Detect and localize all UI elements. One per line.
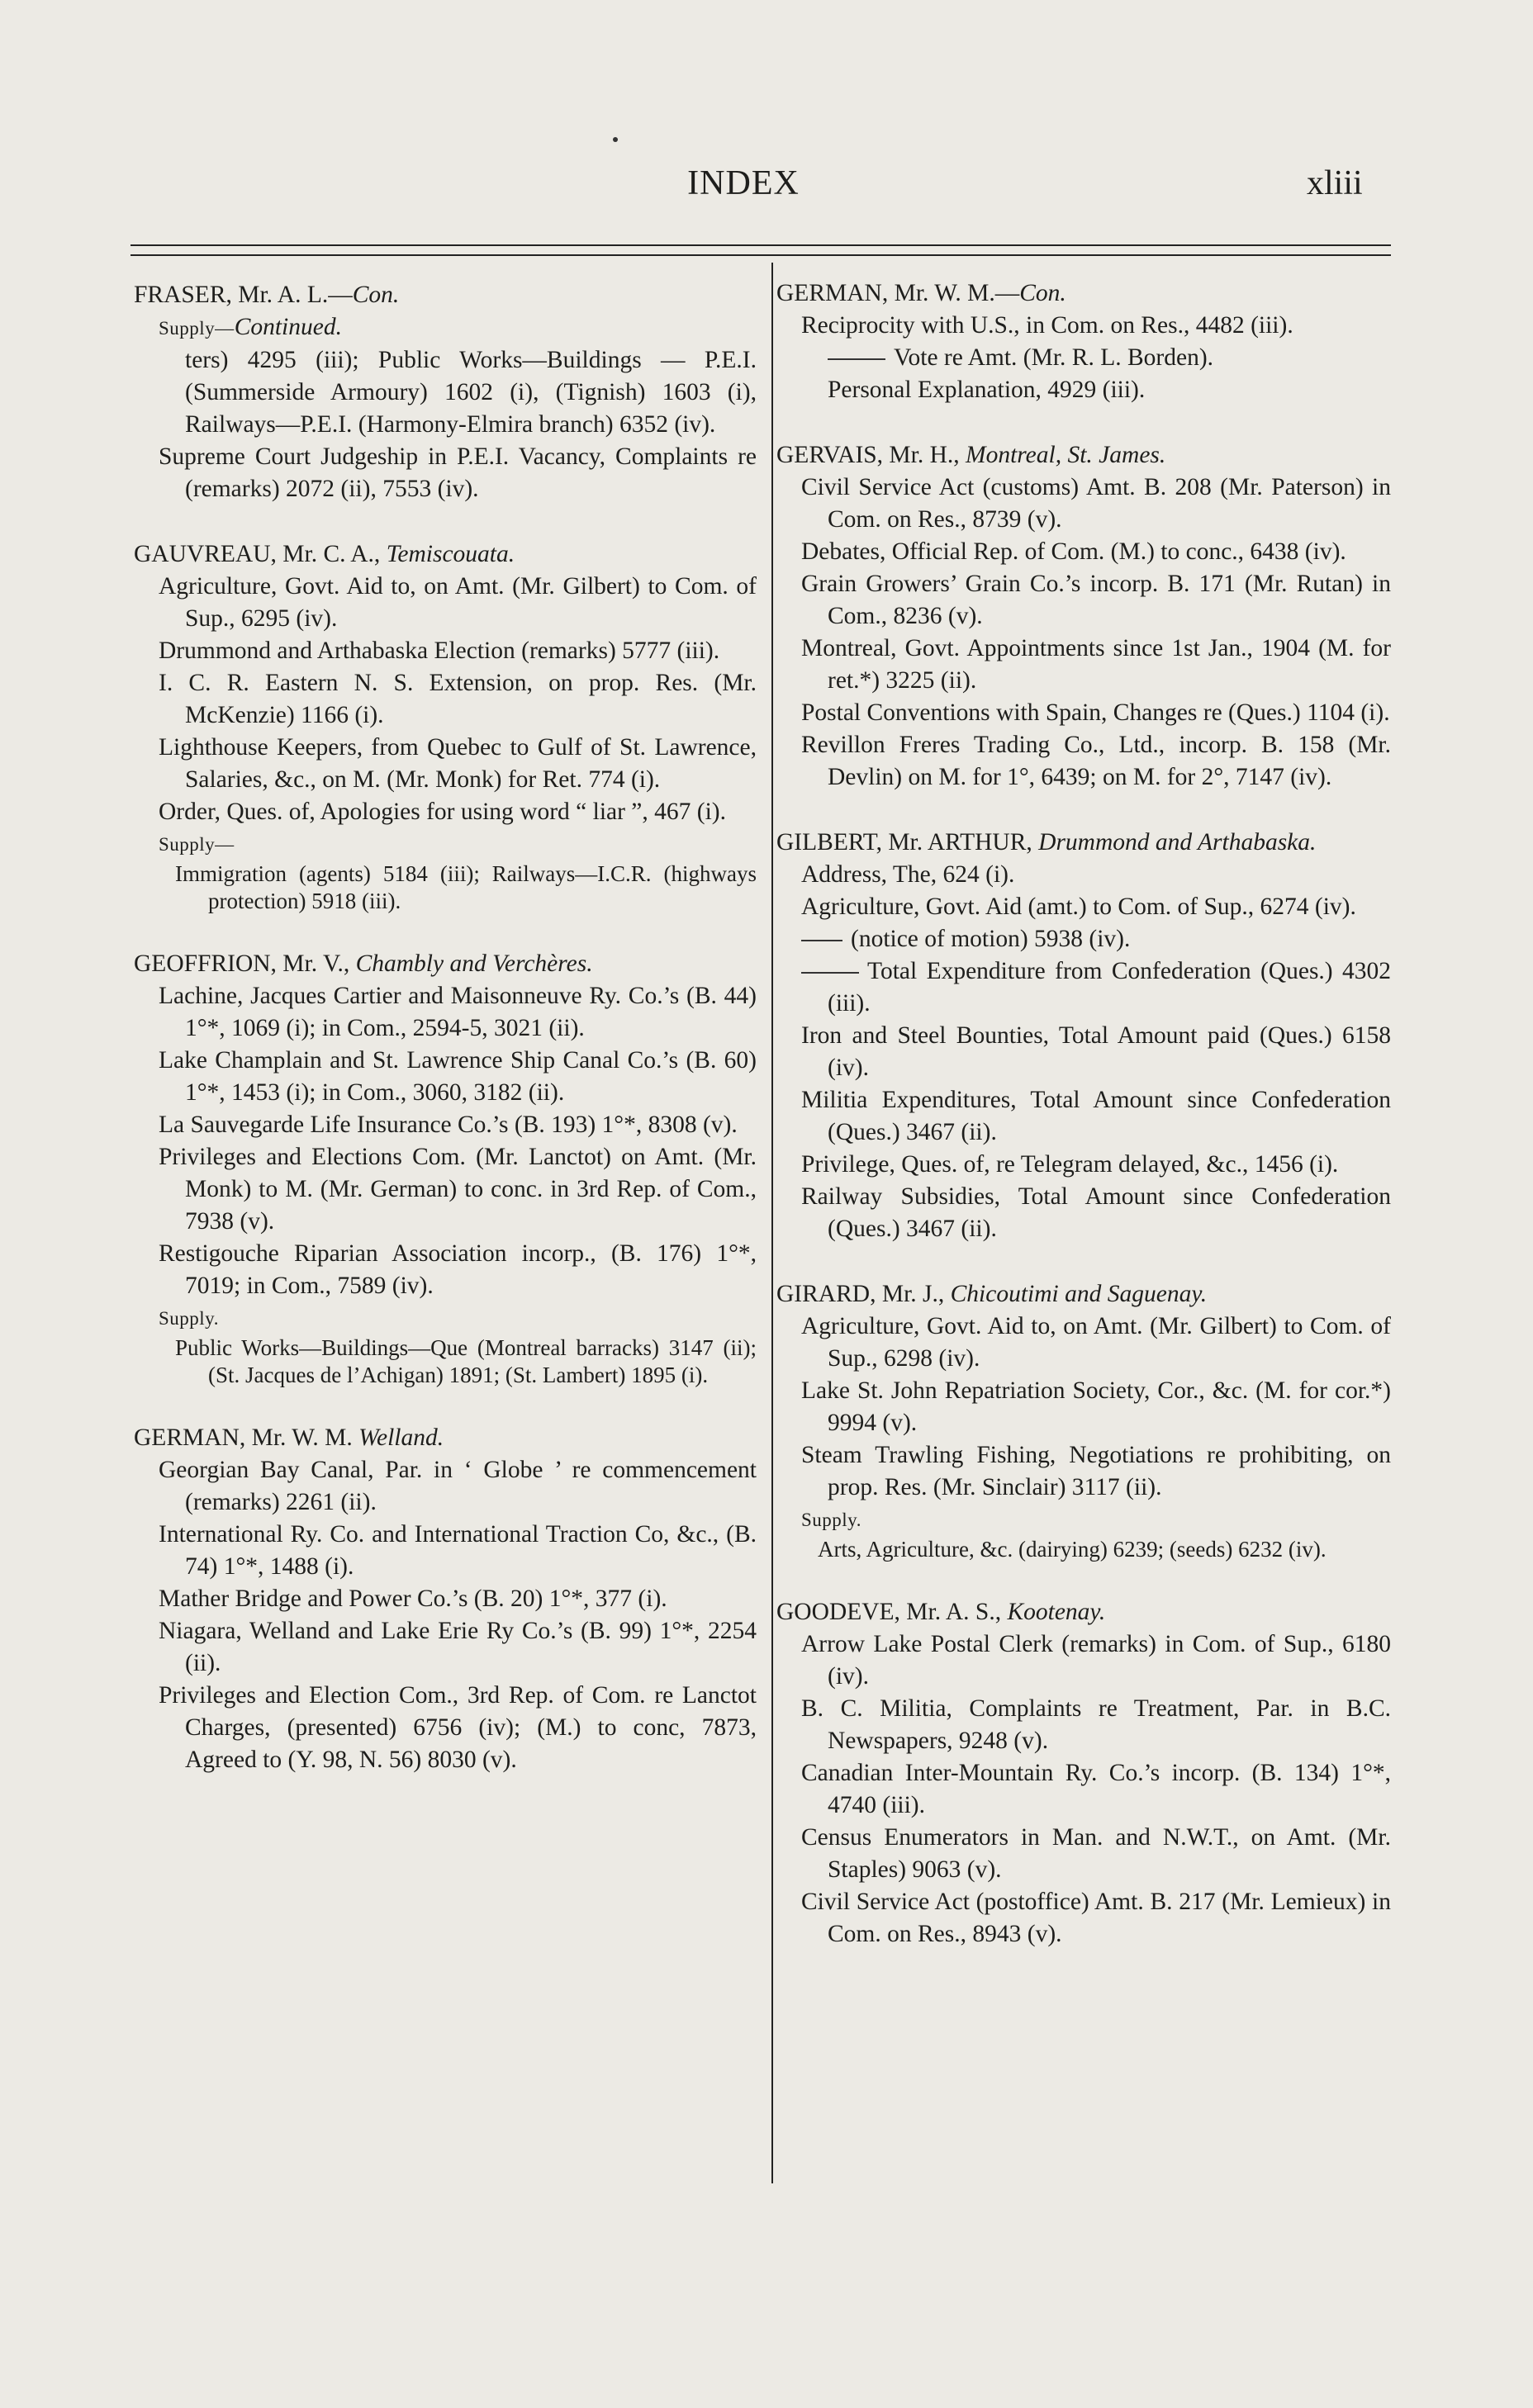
entry-item: I. C. R. Eastern N. S. Extension, on prop. Res. (Mr. McKenzie) 1166 (i). <box>159 670 757 728</box>
entry-item: Reciprocity with U.S., in Com. on Res., 4482 (iii). <box>801 312 1293 339</box>
entry-item: Railway Subsidies, Total Amount since Confederation (Ques.) 3467 (ii). <box>801 1183 1391 1242</box>
ditto-dash <box>828 358 885 360</box>
entry-item: Militia Expenditures, Total Amount since Confederation (Ques.) 3467 (ii). <box>801 1087 1391 1145</box>
entry-heading: GIRARD, Mr. J., Chicoutimi and Saguenay. <box>776 1281 1208 1307</box>
entry-item: Address, The, 624 (i). <box>801 861 1015 888</box>
entry-item: B. C. Militia, Complaints re Treatment, Par. in B.C. Newspapers, 9248 (v). <box>801 1695 1391 1754</box>
entry-item: Census Enumerators in Man. and N.W.T., on Amt. (Mr. Staples) 9063 (v). <box>801 1824 1391 1883</box>
entry-gauvreau <box>134 538 757 915</box>
supply-text: Arts, Agriculture, &c. (dairying) 6239; (seeds) 6232 (iv). <box>818 1537 1327 1562</box>
page-number: xliii <box>1307 164 1363 202</box>
entry-item: Order, Ques. of, Apologies for using word “ liar ”, 467 (i). <box>159 799 726 825</box>
entry-item: Drummond and Arthabaska Election (remarks) 5777 (iii). <box>159 638 720 664</box>
entry-item: Civil Service Act (customs) Amt. B. 208 (Mr. Paterson) in Com. on Res., 8739 (v). <box>801 474 1391 533</box>
entry-girard <box>776 1278 1391 1563</box>
entry-item: Privileges and Elections Com. (Mr. Lanctot) on Amt. (Mr. Monk) to M. (Mr. German) to conc. in 3rd Rep. of Com., 7938 (v). <box>159 1144 757 1235</box>
entry-subitem: Vote re Amt. (Mr. R. L. Borden). <box>776 342 1391 374</box>
left-column <box>134 263 757 1776</box>
entry-item: Lighthouse Keepers, from Quebec to Gulf of St. Lawrence, Salaries, &c., on M. (Mr. Monk) for Ret. 774 (i). <box>159 734 757 793</box>
entry-item: Civil Service Act (postoffice) Amt. B. 217 (Mr. Lemieux) in Com. on Res., 8943 (v). <box>801 1889 1391 1947</box>
supply-label: Supply. <box>801 1510 861 1530</box>
continued-text: ters) 4295 (iii); Public Works—Buildings — P.E.I. (Summerside Armoury) 1602 (i), (Tignish) 1603 (i), Railways—P.E.I. (Harmony-Elmira branch) 6352 (iv). <box>185 347 757 438</box>
entry-item: Restigouche Riparian Association incorp., (B. 176) 1°*, 7019; in Com., 7589 (iv). <box>159 1240 757 1299</box>
header-rule-bottom <box>131 254 1391 256</box>
entry-item: Agriculture, Govt. Aid (amt.) to Com. of Sup., 6274 (iv). <box>801 894 1356 920</box>
entry-item: Georgian Bay Canal, Par. in ‘ Globe ’ re commencement (remarks) 2261 (ii). <box>159 1457 757 1515</box>
entry-item: La Sauvegarde Life Insurance Co.’s (B. 193) 1°*, 8308 (v). <box>159 1112 738 1138</box>
entry-item: Iron and Steel Bounties, Total Amount paid (Ques.) 6158 (iv). <box>801 1022 1391 1081</box>
entry-geoffrion <box>134 948 757 1389</box>
page-title: INDEX <box>687 164 800 202</box>
entry-heading: GOODEVE, Mr. A. S., Kootenay. <box>776 1599 1106 1625</box>
entry-item: Niagara, Welland and Lake Erie Ry Co.’s (B. 99) 1°*, 2254 (ii). <box>159 1618 757 1676</box>
entry-item: Mather Bridge and Power Co.’s (B. 20) 1°*, 377 (i). <box>159 1586 667 1612</box>
entry-goodeve <box>776 1596 1391 1951</box>
entry-heading: GERVAIS, Mr. H., Montreal, St. James. <box>776 442 1166 468</box>
entry-item: Lachine, Jacques Cartier and Maisonneuve Ry. Co.’s (B. 44) 1°*, 1069 (i); in Com., 2594-5, 3021 (ii). <box>159 983 757 1041</box>
supply-label: Supply— <box>159 834 235 855</box>
entry-item: Arrow Lake Postal Clerk (remarks) in Com. of Sup., 6180 (iv). <box>801 1631 1391 1690</box>
supply-text: Immigration (agents) 5184 (iii); Railways—I.C.R. (highways protection) 5918 (iii). <box>175 861 757 913</box>
ink-dot <box>613 137 618 142</box>
entry-heading: GERMAN, Mr. W. M.—Con. <box>776 280 1066 306</box>
entry-item: Agriculture, Govt. Aid to, on Amt. (Mr. Gilbert) to Com. of Sup., 6298 (iv). <box>801 1313 1391 1372</box>
entry-item: Montreal, Govt. Appointments since 1st Jan., 1904 (M. for ret.*) 3225 (ii). <box>801 635 1391 694</box>
entry-item: Steam Trawling Fishing, Negotiations re prohibiting, on prop. Res. (Mr. Sinclair) 3117 (ii). <box>801 1442 1391 1500</box>
entry-item: Agriculture, Govt. Aid to, on Amt. (Mr. Gilbert) to Com. of Sup., 6295 (iv). <box>159 573 757 632</box>
entry-subitem: (notice of motion) 5938 (iv). <box>776 923 1391 955</box>
ditto-dash <box>801 940 842 941</box>
entry-item: Canadian Inter-Mountain Ry. Co.’s incorp. (B. 134) 1°*, 4740 (iii). <box>801 1760 1391 1818</box>
supply-text: Public Works—Buildings—Que (Montreal barracks) 3147 (ii); (St. Jacques de l’Achigan) 1891; (St. Lambert) 1895 (i). <box>175 1335 757 1387</box>
entry-item: Privilege, Ques. of, re Telegram delayed, &c., 1456 (i). <box>801 1151 1339 1178</box>
right-column <box>776 263 1391 1951</box>
entry-heading: GAUVREAU, Mr. C. A., Temiscouata. <box>134 541 515 567</box>
entry-gilbert <box>776 827 1391 1245</box>
entry-item: Revillon Freres Trading Co., Ltd., incorp. B. 158 (Mr. Devlin) on M. for 1°, 6439; on M. for 2°, 7147 (iv). <box>801 732 1391 790</box>
entry-item: Privileges and Election Com., 3rd Rep. of Com. re Lanctot Charges, (presented) 6756 (iv); (M.) to conc, 7873, Agreed to (Y. 98, N. 56) 8030 (v). <box>159 1682 757 1773</box>
entry-subitem: Personal Explanation, 4929 (iii). <box>828 377 1146 403</box>
entry-fraser <box>134 279 757 505</box>
entry-heading: GEOFFRION, Mr. V., Chambly and Verchères. <box>134 950 593 977</box>
entry-item: Lake Champlain and St. Lawrence Ship Canal Co.’s (B. 60) 1°*, 1453 (i); in Com., 3060, 3182 (ii). <box>159 1047 757 1106</box>
ditto-dash <box>801 972 859 974</box>
entry-subitem: Total Expenditure from Confederation (Ques.) 4302 (iii). <box>776 955 1391 1020</box>
entry-item: International Ry. Co. and International Traction Co, &c., (B. 74) 1°*, 1488 (i). <box>159 1521 757 1580</box>
entry-item: Postal Conventions with Spain, Changes re (Ques.) 1104 (i). <box>801 699 1390 726</box>
entry-heading: FRASER, Mr. A. L.—Con. <box>134 282 400 308</box>
entry-heading: GILBERT, Mr. ARTHUR, Drummond and Arthabaska. <box>776 829 1317 856</box>
entry-item: Grain Growers’ Grain Co.’s incorp. B. 171 (Mr. Rutan) in Com., 8236 (v). <box>801 571 1391 629</box>
entry-item: Debates, Official Rep. of Com. (M.) to conc., 6438 (iv). <box>801 538 1346 565</box>
entry-german <box>134 1422 757 1776</box>
supply-label: Supply—Continued. <box>159 314 342 340</box>
supply-label: Supply. <box>159 1308 219 1329</box>
entry-item: Supreme Court Judgeship in P.E.I. Vacancy, Complaints re (remarks) 2072 (ii), 7553 (iv). <box>159 443 757 502</box>
entry-german-continued <box>776 277 1391 406</box>
header-rule-top <box>131 244 1391 246</box>
entry-item: Lake St. John Repatriation Society, Cor., &c. (M. for cor.*) 9994 (v). <box>801 1377 1391 1436</box>
entry-heading: GERMAN, Mr. W. M. Welland. <box>134 1424 444 1451</box>
entry-gervais <box>776 439 1391 794</box>
column-divider <box>771 263 773 2183</box>
